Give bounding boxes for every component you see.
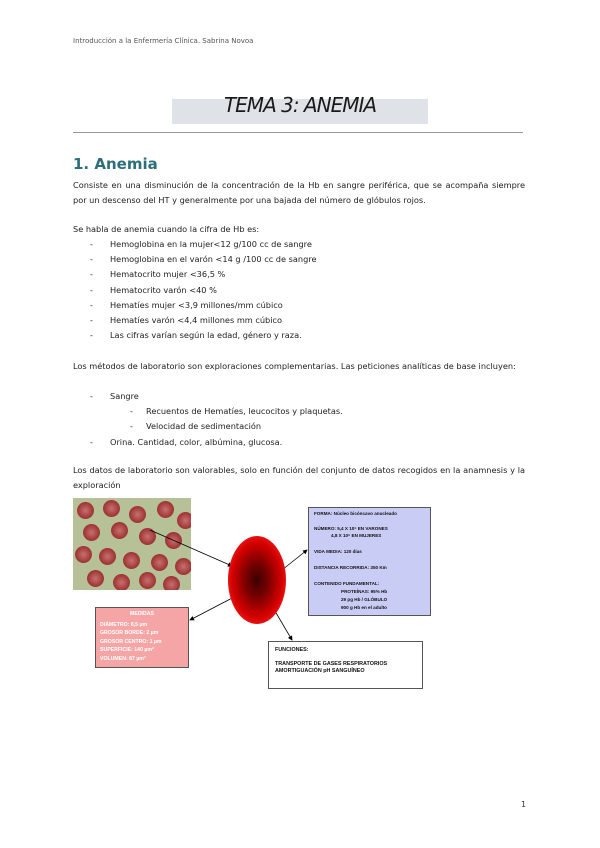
funciones-info-box: FUNCIONES: TRANSPORTE DE GASES RESPIRATORIOS AMORTIGUACIÓN pH SANGUÍNEO [268,641,423,689]
forma-info-box: FORMA: Núcleo bicóncavo anucleado NÚMERO: 5,4 X 10⁶ EN VARONES 4,8 X 10⁶ EN MUJERES VIDA MEDIA: 120 días DISTANCIA RECORRIDA: 350 Km CONTENIDO FUNDAMENTAL: PROTEÍNAS: 95% Hb 29 pg Hb / GLÓBULO 900 g Hb en el adulto [308,507,431,616]
list-item: - Hematocrito varón <40 % [90,284,217,295]
list-item: - Hematíes mujer <3,9 millones/mm cúbico [90,299,283,310]
list-subitem: - Velocidad de sedimentación [130,421,262,432]
list-item: - Hematíes varón <4,4 millones mm cúbico [90,314,283,325]
page-number: 1 [521,800,527,809]
closing-paragraph: Los datos de laboratorio son valorables, solo en función del conjunto de datos recogidos en la anamnesis y la exploración [73,465,525,490]
list-item: - Las cifras varían según la edad, género y raza. [90,330,302,341]
running-header: Introducción a la Enfermería Clínica. Sabrina Novoa [73,37,254,45]
section-heading: 1. Anemia [73,155,158,173]
page-title: TEMA 3: ANEMIA [223,93,377,117]
red-blood-cell-illustration [228,536,286,624]
criteria-lead: Se habla de anemia cuando la cifra de Hb es: [73,224,260,234]
medidas-info-box: MEDIDAS DIÁMETRO: 8,5 µm GROSOR BORDE: 2 µm GROSOR CENTRO: 1 µm SUPERFICIE: 140 µm² VOLUMEN: 87 µm³ [95,607,189,668]
list-item: - Hematocrito mujer <36,5 % [90,269,226,280]
list-item: - Hemoglobina en el varón <14 g /100 cc de sangre [90,254,317,265]
list-item: - Sangre [90,391,139,401]
list-item: - Hemoglobina en la mujer<12 g/100 cc de sangre [90,239,312,249]
methods-lead: Los métodos de laboratorio son exploraciones complementarias. Las peticiones analíticas de base incluyen: [73,361,516,371]
list-item: - Orina. Cantidad, color, albúmina, glucosa. [90,436,283,447]
list-subitem: - Recuentos de Hematíes, leucocitos y plaquetas. [130,406,343,417]
intro-paragraph: Consiste en una disminución de la concentración de la Hb en sangre periférica, que se acompaña siempre por un descenso del HT y generalmente por una bajada del número de glóbulos rojos. [73,180,525,205]
